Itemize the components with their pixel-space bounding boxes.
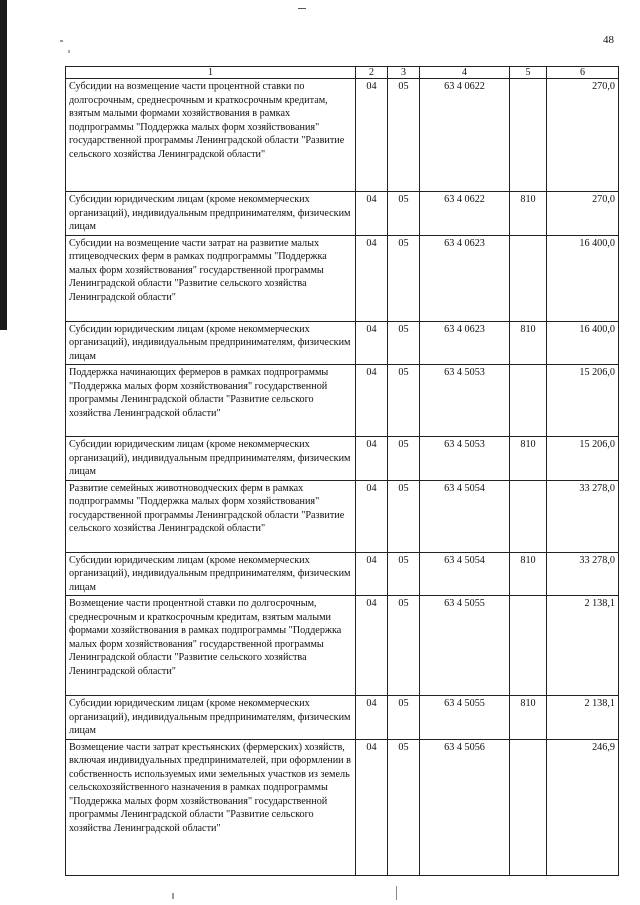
column-header: 3 (388, 67, 420, 79)
row-subsection: 05 (388, 192, 420, 236)
row-target-code: 63 4 5055 (420, 596, 510, 696)
row-name: Субсидии юридическим лицам (кроме некоммерческих организаций), индивидуальным предпринимателям, физическим лицам (66, 192, 356, 236)
row-section: 04 (356, 437, 388, 481)
row-expense-type (510, 365, 547, 437)
row-subsection: 05 (388, 437, 420, 481)
row-name: Субсидии юридическим лицам (кроме некоммерческих организаций), индивидуальным предпринимателям, физическим лицам (66, 552, 356, 596)
table-row (66, 79, 619, 192)
row-subsection: 05 (388, 596, 420, 696)
row-name: Субсидии на возмещение части процентной ставки по долгосрочным, среднесрочным и краткосрочным кредитам, взятым малыми формами хозяйствования в рамках подпрограммы "Поддержка малых форм хозяйствования" государственной программы Ленинградской области "Развитие сельского хозяйства Ленинградской области" (66, 79, 356, 192)
row-section: 04 (356, 365, 388, 437)
row-expense-type (510, 596, 547, 696)
row-section: 04 (356, 596, 388, 696)
row-expense-type: 810 (510, 192, 547, 236)
row-name: Субсидии юридическим лицам (кроме некоммерческих организаций), индивидуальным предпринимателям, физическим лицам (66, 437, 356, 481)
row-subsection: 05 (388, 321, 420, 365)
row-section: 04 (356, 739, 388, 875)
row-subsection: 05 (388, 480, 420, 552)
row-expense-type: 810 (510, 437, 547, 481)
row-expense-type (510, 79, 547, 192)
column-header: 1 (66, 67, 356, 79)
table-row (66, 696, 619, 740)
row-name: Субсидии на возмещение части затрат на развитие малых птицеводческих ферм в рамках подпрограммы "Поддержка малых форм хозяйствования" государственной программы Ленинградской области "Развитие сельского хозяйства Ленинградской области" (66, 235, 356, 321)
scan-speck (298, 8, 306, 9)
scan-edge-bar (0, 0, 7, 330)
table-row (66, 437, 619, 481)
table-row (66, 552, 619, 596)
scan-speck (396, 886, 397, 900)
table-row (66, 365, 619, 437)
row-name: Возмещение части процентной ставки по долгосрочным, среднесрочным и краткосрочным кредитам, взятым малыми формами хозяйствования в рамках подпрограммы "Поддержка малых форм хозяйствования" государственной программы Ленинградской области "Развитие сельского хозяйства Ленинградской области" (66, 596, 356, 696)
row-expense-type: 810 (510, 552, 547, 596)
table-header-row (66, 67, 619, 79)
row-section: 04 (356, 480, 388, 552)
row-name: Субсидии юридическим лицам (кроме некоммерческих организаций), индивидуальным предпринимателям, физическим лицам (66, 696, 356, 740)
row-target-code: 63 4 5054 (420, 480, 510, 552)
row-amount: 270,0 (547, 79, 619, 192)
row-target-code: 63 4 5053 (420, 437, 510, 481)
column-header: 2 (356, 67, 388, 79)
row-amount: 33 278,0 (547, 480, 619, 552)
row-target-code: 63 4 0622 (420, 192, 510, 236)
row-amount: 33 278,0 (547, 552, 619, 596)
row-amount: 246,9 (547, 739, 619, 875)
scan-speck (68, 50, 70, 53)
column-header: 5 (510, 67, 547, 79)
row-expense-type: 810 (510, 321, 547, 365)
row-section: 04 (356, 552, 388, 596)
column-header: 6 (547, 67, 619, 79)
row-section: 04 (356, 192, 388, 236)
row-name: Поддержка начинающих фермеров в рамках подпрограммы "Поддержка малых форм хозяйствования" государственной программы Ленинградской области "Развитие сельского хозяйства Ленинградской области" (66, 365, 356, 437)
row-section: 04 (356, 696, 388, 740)
row-section: 04 (356, 235, 388, 321)
row-name: Возмещение части затрат крестьянских (фермерских) хозяйств, включая индивидуальных предпринимателей, при оформлении в собственность используемых ими земельных участков из земель сельскохозяйственного назначения в рамках подпрограммы "Поддержка малых форм хозяйствования" государственной программы Ленинградской области "Развитие сельского хозяйства Ленинградской области" (66, 739, 356, 875)
row-target-code: 63 4 0623 (420, 321, 510, 365)
row-amount: 15 206,0 (547, 437, 619, 481)
row-amount: 16 400,0 (547, 235, 619, 321)
row-expense-type (510, 235, 547, 321)
row-amount: 15 206,0 (547, 365, 619, 437)
row-target-code: 63 4 0623 (420, 235, 510, 321)
row-section: 04 (356, 79, 388, 192)
row-expense-type (510, 739, 547, 875)
table-row (66, 596, 619, 696)
scan-speck (60, 40, 63, 42)
row-target-code: 63 4 5055 (420, 696, 510, 740)
row-subsection: 05 (388, 739, 420, 875)
row-expense-type: 810 (510, 696, 547, 740)
row-target-code: 63 4 5056 (420, 739, 510, 875)
row-section: 04 (356, 321, 388, 365)
row-amount: 2 138,1 (547, 596, 619, 696)
row-target-code: 63 4 0622 (420, 79, 510, 192)
table-row (66, 192, 619, 236)
table-row (66, 321, 619, 365)
row-subsection: 05 (388, 235, 420, 321)
row-expense-type (510, 480, 547, 552)
row-target-code: 63 4 5053 (420, 365, 510, 437)
table-row (66, 480, 619, 552)
column-header: 4 (420, 67, 510, 79)
row-target-code: 63 4 5054 (420, 552, 510, 596)
row-amount: 2 138,1 (547, 696, 619, 740)
row-name: Субсидии юридическим лицам (кроме некоммерческих организаций), индивидуальным предпринимателям, физическим лицам (66, 321, 356, 365)
row-amount: 270,0 (547, 192, 619, 236)
page-number: 48 (603, 34, 614, 46)
row-name: Развитие семейных животноводческих ферм в рамках подпрограммы "Поддержка малых форм хозяйствования" государственной программы Ленинградской области "Развитие сельского хозяйства Ленинградской области" (66, 480, 356, 552)
row-subsection: 05 (388, 696, 420, 740)
row-subsection: 05 (388, 79, 420, 192)
scan-speck (172, 893, 174, 899)
budget-table (65, 66, 619, 876)
table-row (66, 235, 619, 321)
row-amount: 16 400,0 (547, 321, 619, 365)
table-row (66, 739, 619, 875)
row-subsection: 05 (388, 365, 420, 437)
row-subsection: 05 (388, 552, 420, 596)
